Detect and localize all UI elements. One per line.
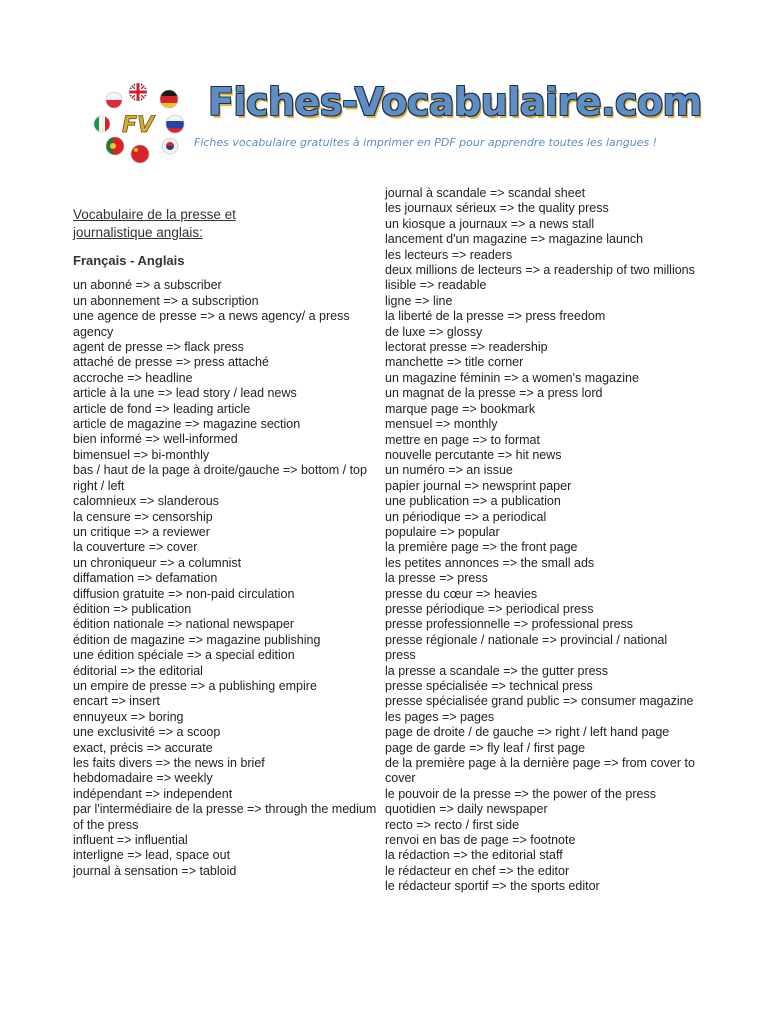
vocabulary-entry: mensuel => monthly (385, 417, 498, 432)
vocabulary-entry: un critique => a reviewer (73, 524, 210, 539)
vocabulary-entry: un périodique => a periodical (385, 509, 547, 524)
vocabulary-entry: bimensuel => bi-monthly (73, 447, 210, 462)
vocabulary-entry: une agence de presse => a news agency/ a press agency (73, 309, 350, 339)
vocabulary-entry: les journaux sérieux => the quality press (385, 201, 609, 216)
vocabulary-entry: la presse a scandale => the gutter press (385, 663, 609, 678)
vocabulary-entry: presse spécialisée grand public => consumer magazine (385, 694, 694, 709)
vocabulary-entry: recto => recto / first side (385, 817, 520, 832)
left-column (73, 206, 385, 879)
vocabulary-entry: un magnat de la presse => a press lord (385, 386, 603, 401)
vocabulary-entry: page de garde => fly leaf / first page (385, 740, 586, 755)
vocabulary-entry: renvoi en bas de page => footnote (385, 833, 576, 848)
vocabulary-entry: diffamation => defamation (73, 571, 218, 586)
vocabulary-entry: de luxe => glossy (385, 324, 483, 339)
vocabulary-entry: presse régionale / nationale => provincial / national press (385, 632, 668, 663)
vocabulary-entry: interligne => lead, space out (73, 848, 231, 863)
vocabulary-entry: lancement d'un magazine => magazine launch (385, 232, 644, 247)
vocabulary-entry: page de droite / de gauche => right / left hand page (385, 725, 670, 740)
vocabulary-entry: la censure => censorship (73, 509, 213, 524)
vocabulary-entry: lectorat presse => readership (385, 340, 548, 355)
document-title: Vocabulaire de la presse et journalistique anglais: (73, 207, 236, 240)
vocabulary-entry: article à la une => lead story / lead news (73, 386, 297, 401)
vocabulary-entry: presse spécialisée => technical press (385, 679, 593, 693)
vocabulary-list-right (385, 186, 695, 895)
vocabulary-entry: de la première page à la dernière page => from cover to cover (385, 756, 695, 786)
vocabulary-entry: les pages => pages (385, 709, 495, 724)
vocabulary-entry: presse professionnelle => professional press (385, 617, 634, 632)
korea-flag-icon (160, 137, 180, 155)
vocabulary-entry: accroche => headline (73, 370, 193, 385)
russia-flag-icon (165, 114, 185, 135)
germany-flag-icon (159, 89, 179, 110)
vocabulary-entry: calomnieux => slanderous (73, 494, 219, 509)
vocabulary-entry: un chroniqueur => a columnist (73, 555, 242, 570)
poland-flag-icon (104, 90, 124, 110)
vocabulary-entry: marque page => bookmark (385, 401, 536, 416)
vocabulary-entry: le rédacteur sportif => the sports editor (385, 879, 600, 894)
site-name[interactable]: Fiches-Vocabulaire.com (208, 80, 702, 124)
vocabulary-entry: article de fond => leading article (73, 401, 251, 416)
vocabulary-list-left (73, 278, 385, 879)
vocabulary-entry: la couverture => cover (73, 540, 198, 555)
vocabulary-entry: papier journal => newsprint paper (385, 478, 572, 493)
vocabulary-entry: par l'intermédiaire de la presse => through the medium of the press (73, 802, 377, 832)
china-flag-icon (130, 144, 150, 164)
vocabulary-entry: les petites annonces => the small ads (385, 555, 595, 570)
vocabulary-entry: presse périodique => periodical press (385, 601, 594, 616)
language-pair-subtitle: Français - Anglais (73, 253, 185, 268)
vocabulary-entry: hebdomadaire => weekly (73, 771, 213, 786)
uk-flag-icon (128, 82, 148, 102)
vocabulary-entry: un empire de presse => a publishing empire (73, 678, 317, 693)
vocabulary-entry: exact, précis => accurate (73, 740, 213, 755)
portugal-flag-icon (105, 136, 125, 156)
vocabulary-entry: quotidien => daily newspaper (385, 802, 548, 817)
vocabulary-entry: populaire => popular (385, 524, 500, 539)
vocabulary-entry: journal à scandale => scandal sheet (385, 186, 586, 200)
vocabulary-entry: ligne => line (385, 293, 453, 308)
vocabulary-entry: diffusion gratuite => non-paid circulation (73, 586, 295, 601)
site-logo (90, 80, 200, 166)
vocabulary-entry: mettre en page => to format (385, 432, 540, 447)
vocabulary-entry: influent => influential (73, 833, 188, 848)
vocabulary-entry: nouvelle percutante => hit news (385, 447, 562, 462)
vocabulary-entry: un kiosque a journaux => a news stall (385, 216, 595, 231)
italy-flag-icon (93, 115, 111, 133)
vocabulary-entry: journal à sensation => tabloid (73, 863, 237, 878)
vocabulary-entry: ennuyeux => boring (73, 709, 184, 724)
vocabulary-entry: les faits divers => the news in brief (73, 756, 265, 770)
vocabulary-entry: éditorial => the editorial (73, 663, 203, 678)
vocabulary-entry: un numéro => an issue (385, 463, 513, 478)
vocabulary-entry: un magazine féminin => a women's magazine (385, 370, 639, 385)
vocabulary-entry: bien informé => well-informed (73, 432, 238, 447)
vocabulary-entry: la première page => the front page (385, 540, 578, 555)
vocabulary-entry: encart => insert (73, 694, 160, 709)
vocabulary-entry: un abonnement => a subscription (73, 293, 259, 308)
vocabulary-entry: article de magazine => magazine section (73, 417, 301, 432)
vocabulary-entry: édition nationale => national newspaper (73, 617, 295, 632)
vocabulary-entry: la presse => press (385, 571, 488, 586)
vocabulary-entry: la liberté de la presse => press freedom (385, 309, 606, 324)
vocabulary-entry: le pouvoir de la presse => the power of the press (385, 786, 656, 801)
vocabulary-entry: deux millions de lecteurs => a readership of two millions (385, 263, 695, 278)
vocabulary-entry: édition => publication (73, 601, 192, 616)
vocabulary-entry: un abonné => a subscriber (73, 278, 222, 293)
flags-icon (90, 80, 200, 166)
right-column (385, 186, 695, 895)
vocabulary-entry: les lecteurs => readers (385, 247, 513, 262)
vocabulary-entry: la rédaction => the editorial staff (385, 848, 563, 863)
site-tagline: Fiches vocabulaire gratuites à imprimer en PDF pour apprendre toutes les langues ! (194, 136, 658, 149)
vocabulary-entry: lisible => readable (385, 278, 487, 293)
vocabulary-entry: agent de presse => flack press (73, 340, 244, 355)
vocabulary-entry: une édition spéciale => a special edition (73, 648, 295, 663)
vocabulary-entry: le rédacteur en chef => the editor (385, 863, 570, 878)
vocabulary-entry: attaché de presse => press attaché (73, 355, 269, 370)
vocabulary-entry: édition de magazine => magazine publishing (73, 632, 321, 647)
vocabulary-entry: une publication => a publication (385, 494, 561, 509)
logo-text: FV (121, 113, 155, 138)
vocabulary-entry: bas / haut de la page à droite/gauche => bottom / top right / left (73, 463, 367, 493)
vocabulary-entry: indépendant => independent (73, 786, 233, 801)
vocabulary-entry: presse du cœur => heavies (385, 586, 538, 601)
vocabulary-entry: manchette => title corner (385, 355, 524, 370)
vocabulary-entry: une exclusivité => a scoop (73, 725, 221, 740)
